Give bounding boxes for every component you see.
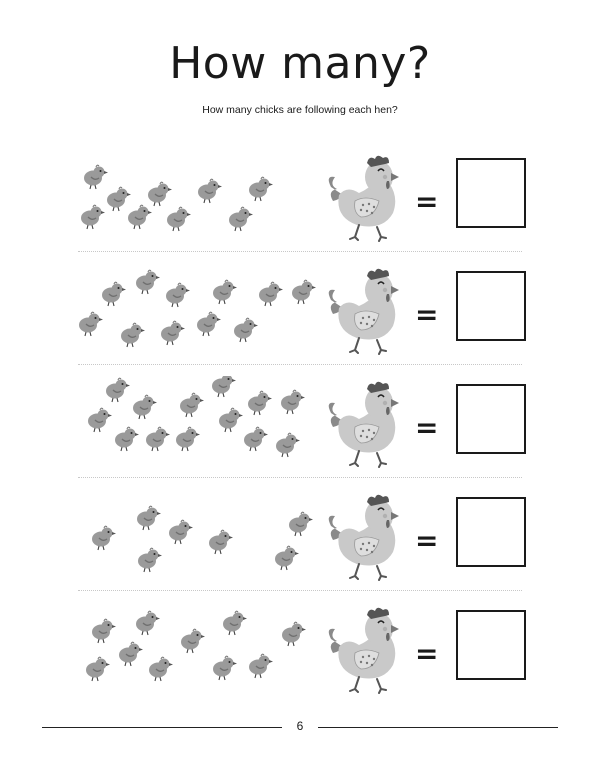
chick-icon — [149, 657, 173, 681]
equals-sign: = — [415, 411, 439, 444]
footer-rule-right — [318, 727, 558, 728]
equals-sign: = — [415, 298, 439, 331]
page-title: How many? — [169, 38, 431, 89]
chick-icon — [259, 282, 283, 306]
chick-icon — [169, 520, 193, 544]
chick-icon — [128, 205, 152, 229]
chick-icon — [176, 427, 200, 451]
chick-icon — [229, 207, 253, 231]
chick-icon — [121, 323, 145, 347]
chick-group — [60, 263, 320, 375]
chick-icon — [138, 548, 162, 572]
chick-icon — [180, 393, 204, 417]
chick-icon — [92, 619, 116, 643]
chick-group — [60, 489, 320, 601]
chick-icon — [146, 427, 170, 451]
chick-icon — [137, 506, 161, 530]
chick-group — [60, 602, 320, 714]
answer-box[interactable] — [456, 610, 526, 680]
chick-icon — [84, 165, 108, 189]
chick-icon — [223, 611, 247, 635]
answer-box[interactable] — [456, 384, 526, 454]
chick-icon — [213, 280, 237, 304]
counting-row-1 — [60, 150, 540, 262]
chick-icon — [88, 408, 112, 432]
chick-icon — [115, 427, 139, 451]
footer-rule-left — [42, 727, 282, 728]
chick-icon — [161, 321, 185, 345]
chick-icon — [292, 280, 316, 304]
chick-icon — [213, 656, 237, 680]
chick-icon — [102, 282, 126, 306]
chick-icon — [197, 312, 221, 336]
chick-icon — [212, 376, 236, 397]
row-divider — [78, 364, 522, 365]
instruction-text: How many chicks are following each hen? — [202, 104, 398, 116]
chick-icon — [136, 270, 160, 294]
chick-icon — [281, 390, 305, 414]
equals-sign: = — [415, 637, 439, 670]
chick-icon — [166, 283, 190, 307]
chick-icon — [282, 622, 306, 646]
counting-row-3 — [60, 376, 540, 488]
row-divider — [78, 477, 522, 478]
chick-icon — [133, 395, 157, 419]
chick-icon — [249, 654, 273, 678]
chick-icon — [92, 526, 116, 550]
chick-icon — [249, 177, 273, 201]
answer-box[interactable] — [456, 158, 526, 228]
chick-icon — [219, 408, 243, 432]
equals-sign: = — [415, 185, 439, 218]
chick-icon — [81, 205, 105, 229]
chick-group — [60, 376, 320, 488]
chick-icon — [148, 182, 172, 206]
hen-icon — [325, 607, 405, 697]
chick-icon — [244, 427, 268, 451]
hen-icon — [325, 268, 405, 358]
chick-icon — [119, 642, 143, 666]
chick-icon — [209, 530, 233, 554]
answer-box[interactable] — [456, 271, 526, 341]
chick-icon — [79, 312, 103, 336]
counting-row-4 — [60, 489, 540, 601]
chick-icon — [234, 318, 258, 342]
chick-icon — [136, 611, 160, 635]
hen-icon — [325, 381, 405, 471]
equals-sign: = — [415, 524, 439, 557]
chick-icon — [289, 512, 313, 536]
chick-icon — [86, 657, 110, 681]
chick-icon — [276, 433, 300, 457]
chick-icon — [248, 391, 272, 415]
row-divider — [78, 590, 522, 591]
row-divider — [78, 251, 522, 252]
chick-icon — [198, 179, 222, 203]
counting-row-2 — [60, 263, 540, 375]
hen-icon — [325, 494, 405, 584]
chick-icon — [167, 207, 191, 231]
chick-icon — [275, 546, 299, 570]
chick-icon — [107, 187, 131, 211]
chick-icon — [181, 629, 205, 653]
hen-icon — [325, 155, 405, 245]
page-number: 6 — [296, 719, 304, 733]
chick-group — [60, 150, 320, 262]
answer-box[interactable] — [456, 497, 526, 567]
chick-icon — [106, 378, 130, 402]
counting-row-5 — [60, 602, 540, 714]
